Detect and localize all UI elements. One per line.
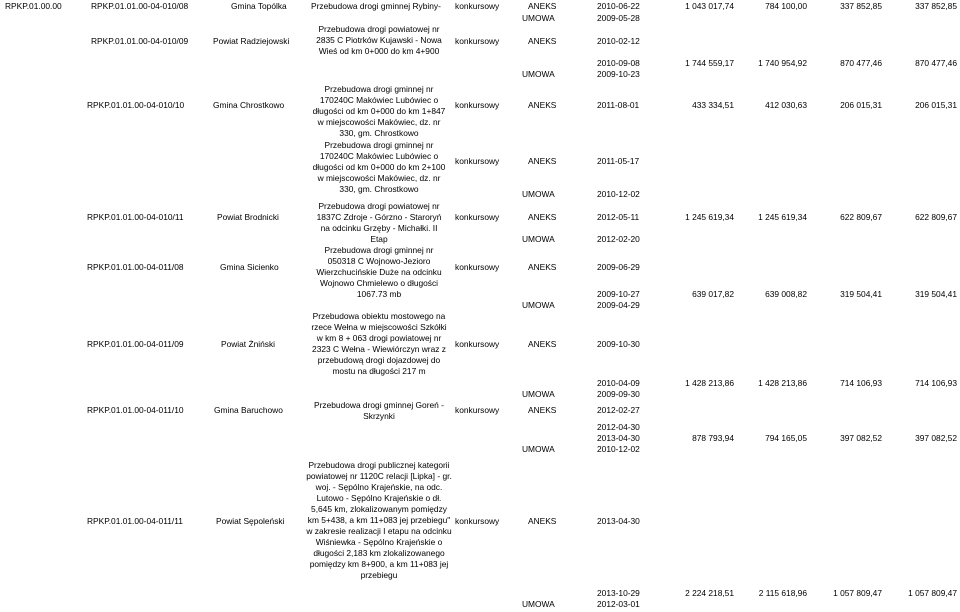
- project-number: RPKP.01.01.00-04-011/08: [87, 262, 184, 272]
- event-date: 2009-05-28: [597, 13, 640, 23]
- selection-mode: konkursowy: [455, 212, 500, 222]
- beneficiary: Powiat Żniński: [221, 339, 275, 349]
- event-type: ANEKS: [528, 516, 557, 526]
- total-cost: 1 245 619,34: [685, 212, 734, 222]
- event-date: 2011-05-17: [597, 156, 640, 166]
- event-type: ANEKS: [528, 1, 557, 11]
- beneficiary: Powiat Sępoleński: [216, 516, 285, 526]
- event-date: 2013-10-29: [597, 588, 640, 598]
- cofinancing-amount: 206 015,31: [840, 100, 882, 110]
- event-date: 2012-03-01: [597, 599, 640, 609]
- total-cost: 1 043 017,74: [685, 1, 734, 11]
- project-number: RPKP.01.01.00-04-010/10: [87, 100, 185, 110]
- program-code: RPKP.01.00.00: [5, 1, 62, 11]
- eligible-cost: 1 245 619,34: [758, 212, 807, 222]
- selection-mode: konkursowy: [455, 405, 500, 415]
- cofinancing-amount: 397 082,52: [840, 433, 882, 443]
- event-date: 2009-10-23: [597, 69, 640, 79]
- total-cost: 878 793,94: [692, 433, 734, 443]
- beneficiary: Gmina Topólka: [231, 1, 287, 11]
- project-title: Przebudowa drogi gminnej nr 170240C Makówiec Lubówiec o długości od km 0+000 do km 1+847 w miejscowości Makówiec, dz. nr 330, gm. Chrostkowo: [312, 84, 446, 138]
- event-date: 2009-10-27: [597, 289, 640, 299]
- selection-mode: konkursowy: [455, 36, 500, 46]
- selection-mode: konkursowy: [455, 156, 500, 166]
- event-type: ANEKS: [528, 262, 557, 272]
- event-date: 2012-02-27: [597, 405, 640, 415]
- event-type: ANEKS: [528, 339, 557, 349]
- payout-amount: 397 082,52: [915, 433, 957, 443]
- project-title: Przebudowa drogi gminnej Goreń - Skrzynki: [314, 400, 444, 421]
- project-title: Przebudowa drogi gminnej nr 170240C Makówiec Lubówiec o długości od km 0+000 do km 2+100 w miejscowości Makówiec, dz. nr 330, gm. Chrostkowo: [312, 140, 446, 194]
- payout-amount: 870 477,46: [915, 58, 957, 68]
- event-date: 2012-04-30: [597, 422, 640, 432]
- event-date: 2009-10-30: [597, 339, 640, 349]
- event-type: UMOWA: [522, 444, 555, 454]
- selection-mode: konkursowy: [455, 262, 500, 272]
- event-type: UMOWA: [522, 69, 555, 79]
- payout-amount: 622 809,67: [915, 212, 957, 222]
- event-date: 2012-05-11: [597, 212, 640, 222]
- event-date: 2010-12-02: [597, 189, 640, 199]
- beneficiary: Gmina Baruchowo: [214, 405, 283, 415]
- cofinancing-amount: 319 504,41: [840, 289, 882, 299]
- event-type: UMOWA: [522, 599, 555, 609]
- beneficiary: Gmina Sicienko: [220, 262, 279, 272]
- total-cost: 1 428 213,86: [685, 378, 734, 388]
- project-number: RPKP.01.01.00-04-011/11: [87, 516, 183, 526]
- event-type: UMOWA: [522, 300, 555, 310]
- event-date: 2009-04-29: [597, 300, 640, 310]
- project-title: Przebudowa drogi gminnej nr 050318 C Wojnowo-Jezioro Wierzchucińskie Duże na odcinku Wojnowo Chmielewo o długości 1067.73 mb: [316, 245, 442, 299]
- event-type: UMOWA: [522, 389, 555, 399]
- eligible-cost: 639 008,82: [765, 289, 807, 299]
- event-date: 2012-02-20: [597, 234, 640, 244]
- selection-mode: konkursowy: [455, 339, 500, 349]
- cofinancing-amount: 870 477,46: [840, 58, 882, 68]
- payout-amount: 206 015,31: [915, 100, 957, 110]
- cofinancing-amount: 714 106,93: [840, 378, 882, 388]
- total-cost: 433 334,51: [692, 100, 734, 110]
- event-type: UMOWA: [522, 189, 555, 199]
- project-number: RPKP.01.01.00-04-010/08: [91, 1, 189, 11]
- event-type: ANEKS: [528, 405, 557, 415]
- total-cost: 2 224 218,51: [685, 588, 734, 598]
- event-date: 2013-04-30: [597, 433, 640, 443]
- payout-amount: 319 504,41: [915, 289, 957, 299]
- event-date: 2009-09-30: [597, 389, 640, 399]
- payout-amount: 337 852,85: [915, 1, 957, 11]
- project-number: RPKP.01.01.00-04-010/11: [87, 212, 184, 222]
- project-number: RPKP.01.01.00-04-011/10: [87, 405, 184, 415]
- eligible-cost: 412 030,63: [765, 100, 807, 110]
- eligible-cost: 794 165,05: [765, 433, 807, 443]
- event-type: UMOWA: [522, 13, 555, 23]
- project-title: Przebudowa obiektu mostowego na rzece Wełna w miejscowości Szkółki w km 8 + 063 drogi powiatowej nr 2323 C Wełna - Wiewiórczyn wraz z przebudową drogi dojazdowej do mostu na długości 217 m: [311, 311, 447, 376]
- eligible-cost: 2 115 618,96: [758, 588, 807, 598]
- total-cost: 1 744 559,17: [685, 58, 734, 68]
- event-type: ANEKS: [528, 36, 557, 46]
- event-type: ANEKS: [528, 156, 557, 166]
- event-date: 2011-08-01: [597, 100, 640, 110]
- event-date: 2009-06-29: [597, 262, 640, 272]
- payout-amount: 714 106,93: [915, 378, 957, 388]
- cofinancing-amount: 337 852,85: [840, 1, 882, 11]
- project-title: Przebudowa drogi powiatowej nr 1837C Zdroje - Górzno - Staroryń na odcinku Grzęby - Michałki. II Etap: [316, 201, 442, 244]
- project-title: Przebudowa drogi publicznej kategorii powiatowej nr 1120C relacji [Lipka] - gr. woj. - Sępólno Krajeńskie, na odc. Lutowo - Sępólno Krajeńskie o dł. 5,645 km, zlokalizowanym pomiędzy km 5+438, a km 11+083 jej przebiegu" w zakresie realizacji I etapu na odcinku Wiśniewka - Sępólno Krajeńskie o długości 2,183 km zlokalizowanego pomiędzy km 8+900, a km 11+083 jej przebiegu: [306, 460, 452, 580]
- project-number: RPKP.01.01.00-04-011/09: [87, 339, 184, 349]
- cofinancing-amount: 1 057 809,47: [833, 588, 882, 598]
- event-date: 2010-12-02: [597, 444, 640, 454]
- event-type: ANEKS: [528, 100, 557, 110]
- total-cost: 639 017,82: [692, 289, 734, 299]
- selection-mode: konkursowy: [455, 516, 500, 526]
- cofinancing-amount: 622 809,67: [840, 212, 882, 222]
- beneficiary: Powiat Radziejowski: [213, 36, 290, 46]
- project-number: RPKP.01.01.00-04-010/09: [91, 36, 189, 46]
- selection-mode: konkursowy: [455, 1, 500, 11]
- project-title: Przebudowa drogi gminnej Rybiny-: [311, 1, 441, 11]
- project-title: Przebudowa drogi powiatowej nr 2835 C Piotrków Kujawski - Nowa Wieś od km 0+000 do km 4+900: [316, 24, 442, 56]
- event-date: 2010-02-12: [597, 36, 640, 46]
- event-date: 2010-04-09: [597, 378, 640, 388]
- beneficiary: Gmina Chrostkowo: [213, 100, 285, 110]
- event-date: 2010-09-08: [597, 58, 640, 68]
- selection-mode: konkursowy: [455, 100, 500, 110]
- event-type: UMOWA: [522, 234, 555, 244]
- eligible-cost: 1 428 213,86: [758, 378, 807, 388]
- event-date: 2010-06-22: [597, 1, 640, 11]
- eligible-cost: 784 100,00: [765, 1, 807, 11]
- eligible-cost: 1 740 954,92: [758, 58, 807, 68]
- payout-amount: 1 057 809,47: [908, 588, 957, 598]
- beneficiary: Powiat Brodnicki: [217, 212, 279, 222]
- event-type: ANEKS: [528, 212, 557, 222]
- event-date: 2013-04-30: [597, 516, 640, 526]
